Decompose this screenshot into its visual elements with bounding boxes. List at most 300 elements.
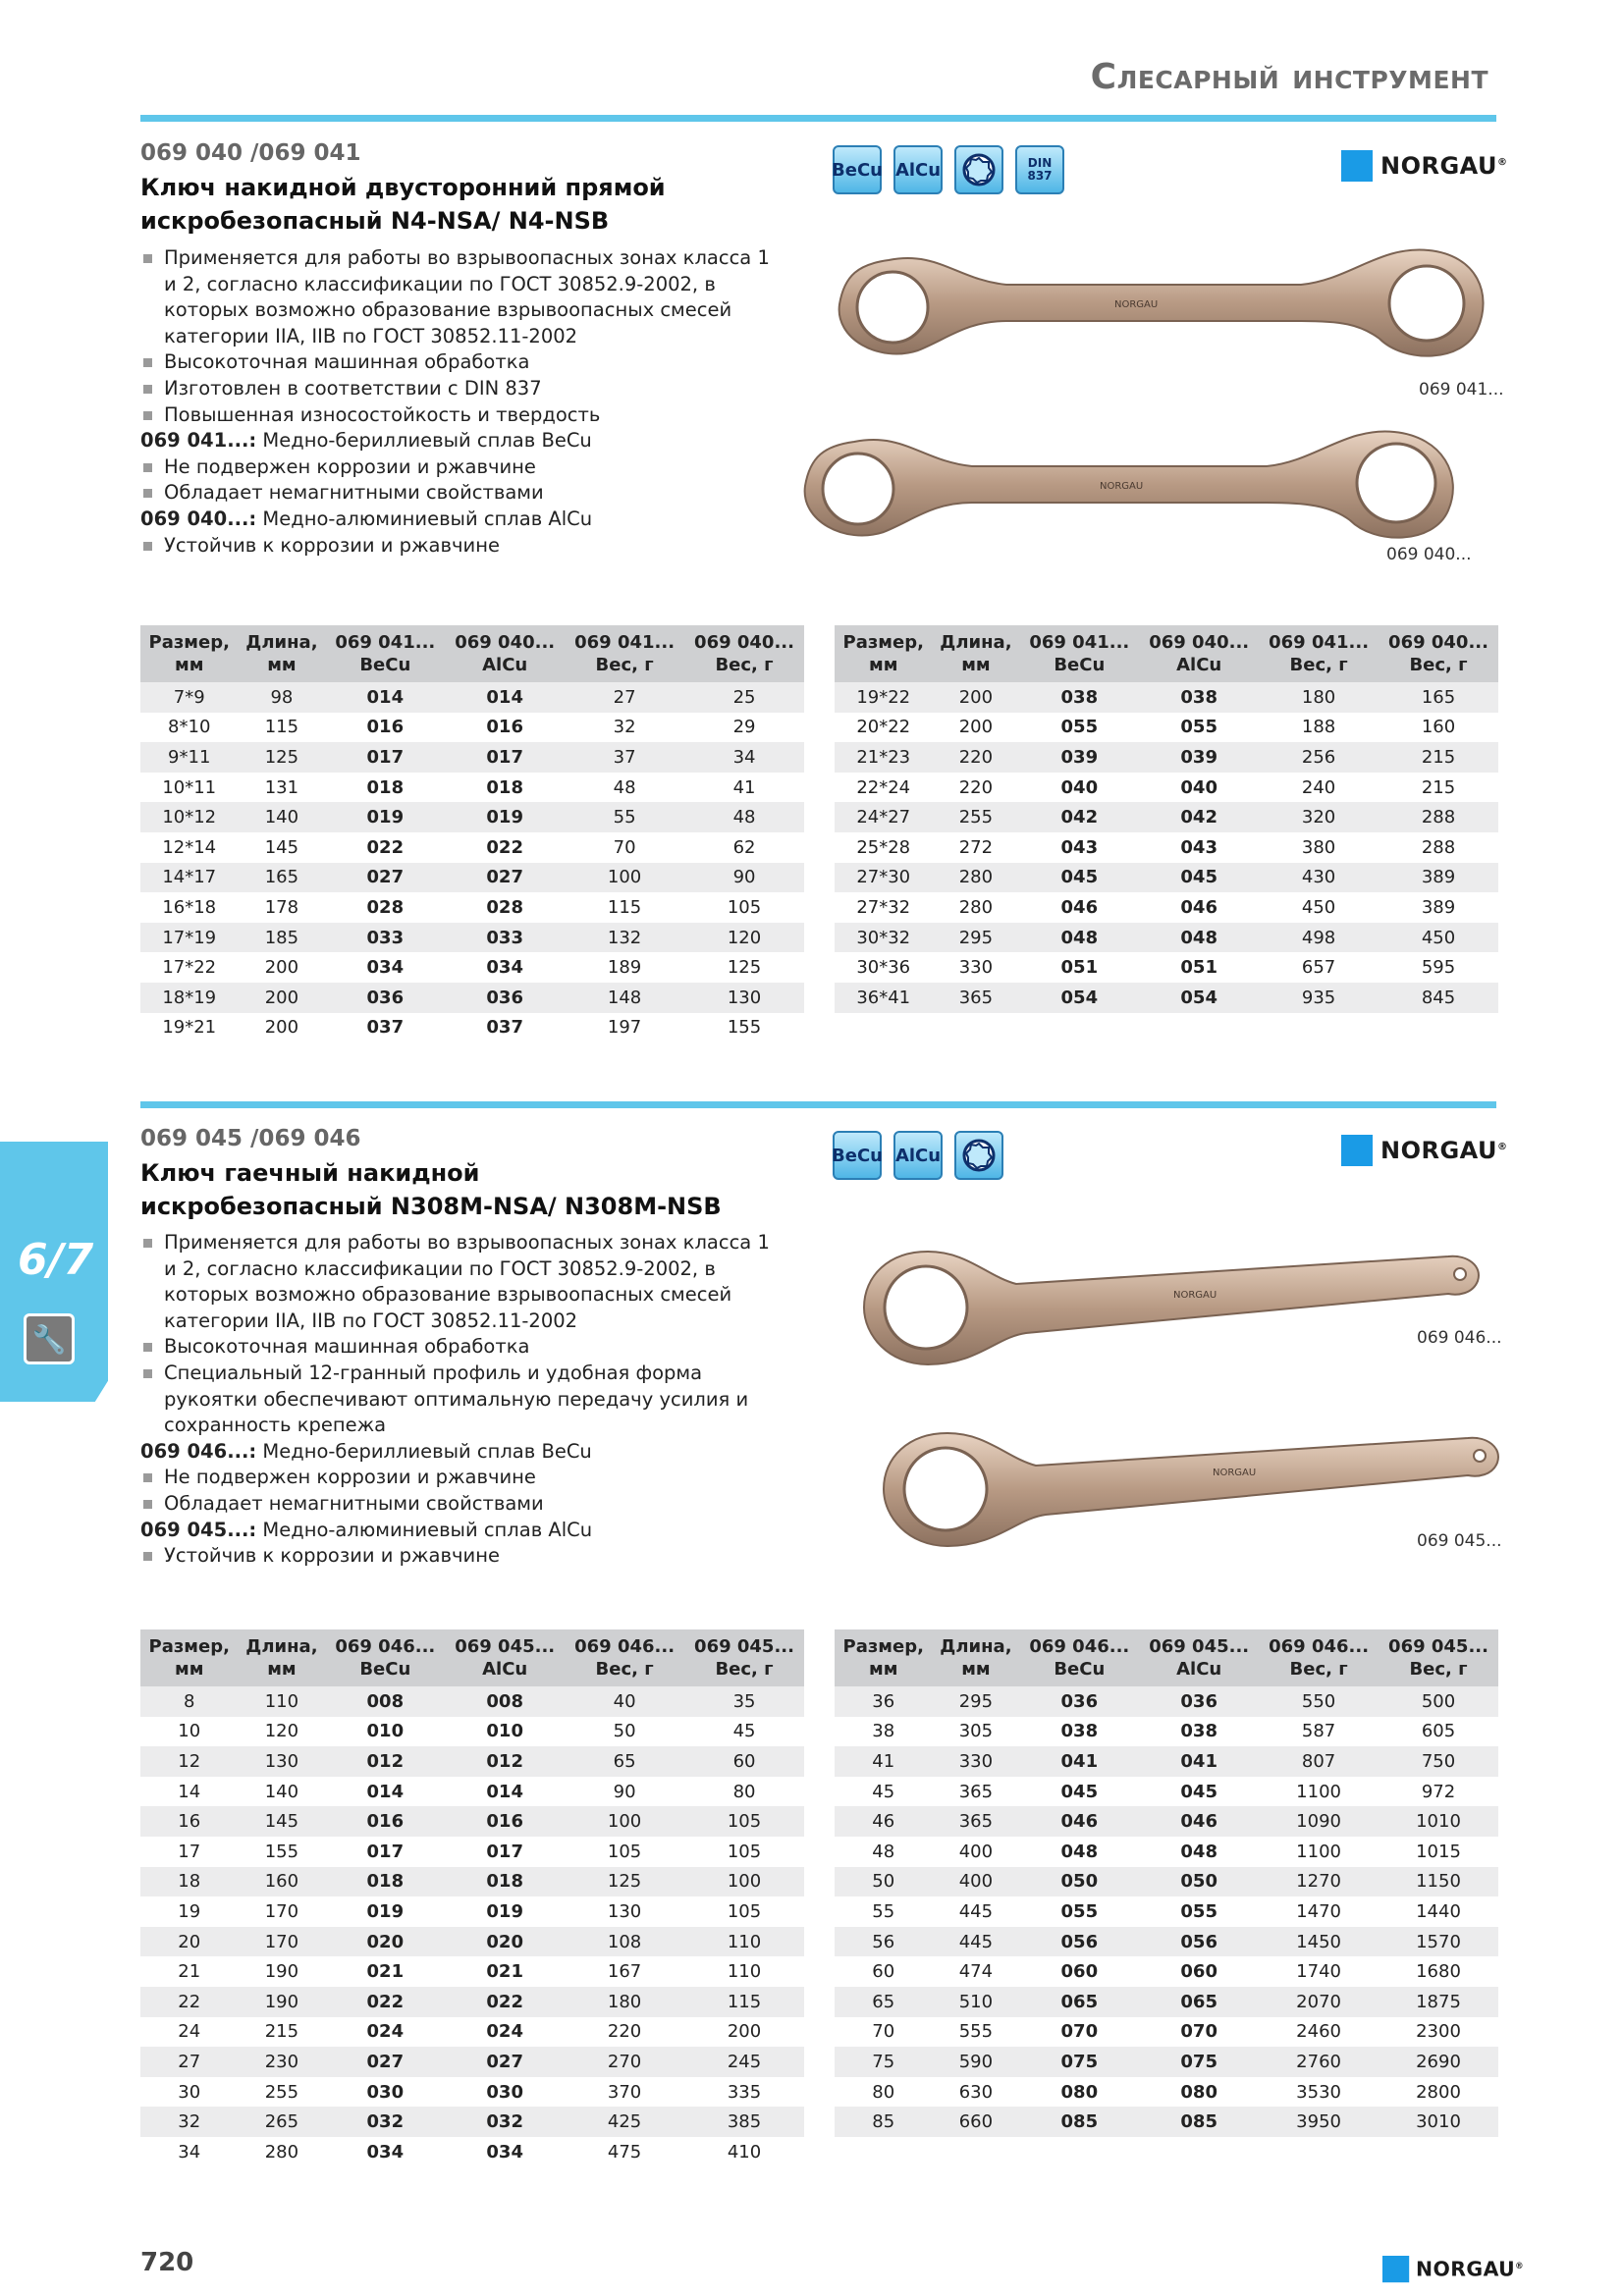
table-cell: 445 — [958, 1900, 994, 1922]
column-header: Размер, мм — [835, 625, 932, 682]
image-caption: 069 046... — [1417, 1328, 1502, 1348]
table-cell: 167 — [607, 1961, 642, 1983]
table-cell: 055 — [1180, 717, 1217, 738]
table-cell: 200 — [932, 682, 1019, 713]
table-cell: 048 — [1060, 1841, 1099, 1862]
table-cell: 475 — [607, 2141, 642, 2163]
material-line: 069 040...: Медно-алюминиевый сплав AlCu — [140, 507, 593, 530]
table-cell: 255 — [932, 802, 1019, 832]
table-cell: 017 — [366, 1841, 405, 1862]
table-cell: 018 — [445, 1867, 565, 1897]
table-cell: 027 — [325, 2047, 445, 2077]
table-cell: 22 — [140, 1987, 238, 2017]
table-row — [835, 2107, 1498, 2137]
image-caption: 069 040... — [1386, 545, 1472, 564]
table-cell: 110 — [684, 1927, 804, 1957]
feature-item: Специальный 12-гранный профиль и удобная форма рукоятки обеспечивают оптимальную передачу усилия и сохранность крепежа — [140, 1361, 779, 1439]
column-header: 069 045... Вес, г — [1379, 1629, 1498, 1686]
becu-badge: BeCu — [833, 145, 882, 194]
table-cell: 155 — [264, 1841, 299, 1862]
table-cell: 132 — [565, 923, 684, 953]
table-cell: 033 — [445, 923, 565, 953]
column-header: Размер, мм — [140, 625, 238, 682]
table-row — [835, 892, 1498, 923]
table-cell: 25 — [684, 682, 804, 713]
table-cell: 105 — [727, 1841, 762, 1862]
table-row — [835, 2017, 1498, 2048]
column-header: 069 045... AlCu — [445, 1629, 565, 1686]
table-cell: 20 — [140, 1927, 238, 1957]
table-cell: 498 — [1259, 923, 1379, 953]
table-cell: 039 — [1019, 742, 1139, 773]
ring-wrench-becu-image — [859, 1237, 1488, 1374]
table-cell: 16*18 — [162, 896, 217, 918]
table-cell: 32 — [140, 2107, 238, 2137]
table-cell: 019 — [325, 802, 445, 832]
table-cell: 125 — [565, 1867, 684, 1897]
table-cell: 036 — [325, 983, 445, 1013]
table-cell: 8*10 — [168, 717, 211, 738]
table-cell: 80 — [872, 2081, 895, 2103]
table-cell: 200 — [238, 983, 325, 1013]
table-cell: 65 — [565, 1746, 684, 1777]
table-cell: 550 — [1259, 1686, 1379, 1717]
table-row — [140, 682, 804, 713]
table-cell: 1450 — [1259, 1927, 1379, 1957]
table-cell: 070 — [1060, 2021, 1099, 2043]
brand-square-icon — [1382, 2256, 1409, 2282]
table-cell: 25*28 — [856, 836, 911, 858]
table-row — [140, 1777, 804, 1807]
table-cell: 365 — [932, 1806, 1019, 1837]
table-cell: 45 — [872, 1781, 895, 1802]
material-line: 069 046...: Медно-бериллиевый сплав BeCu — [140, 1439, 592, 1463]
column-header: 069 040... AlCu — [445, 625, 565, 682]
table-cell: 10 — [178, 1721, 201, 1742]
feature-item: Обладает немагнитными свойствами — [140, 1491, 779, 1518]
ring-wrench-alcu-image — [879, 1418, 1507, 1556]
table-cell: 590 — [932, 2047, 1019, 2077]
table-row — [140, 713, 804, 743]
spec-table — [835, 1629, 1498, 2137]
table-cell: 48 — [872, 1841, 895, 1862]
table-row — [140, 1837, 804, 1867]
table-cell: 50 — [835, 1867, 932, 1897]
table-cell: 320 — [1259, 802, 1379, 832]
column-header: 069 040... Вес, г — [684, 625, 804, 682]
table-cell: 90 — [613, 1781, 636, 1802]
brand-square-icon — [1341, 150, 1373, 182]
table-cell: 100 — [565, 1806, 684, 1837]
table-cell: 197 — [607, 1017, 642, 1039]
table-cell: 017 — [486, 1841, 523, 1862]
table-cell: 27*30 — [835, 863, 932, 893]
table-cell: 14 — [178, 1781, 201, 1802]
product-code: 069 045 /069 046 — [140, 1126, 361, 1151]
table-cell: 014 — [325, 682, 445, 713]
table-cell: 130 — [238, 1746, 325, 1777]
table-cell: 016 — [486, 717, 523, 738]
column-header: Размер, мм — [140, 1629, 238, 1686]
table-cell: 180 — [1259, 682, 1379, 713]
table-cell: 075 — [1139, 2047, 1259, 2077]
table-cell: 042 — [1019, 802, 1139, 832]
table-cell: 280 — [932, 863, 1019, 893]
table-cell: 045 — [1019, 863, 1139, 893]
table-cell: 024 — [366, 2021, 405, 2043]
table-cell: 034 — [366, 957, 405, 979]
table-cell: 120 — [264, 1721, 299, 1742]
table-header-row — [835, 1629, 1498, 1686]
table-cell: 140 — [238, 802, 325, 832]
table-cell: 056 — [1139, 1927, 1259, 1957]
table-row — [140, 1956, 804, 1987]
table-cell: 972 — [1421, 1781, 1456, 1802]
table-cell: 030 — [486, 2081, 523, 2103]
section-divider — [140, 1101, 1496, 1108]
table-cell: 050 — [1139, 1867, 1259, 1897]
table-cell: 19*22 — [835, 682, 932, 713]
table-cell: 010 — [486, 1721, 523, 1742]
table-cell: 400 — [932, 1867, 1019, 1897]
table-cell: 450 — [1301, 896, 1336, 918]
table-cell: 130 — [684, 983, 804, 1013]
table-cell: 085 — [1139, 2107, 1259, 2137]
table-cell: 145 — [264, 836, 299, 858]
table-cell: 41 — [732, 776, 756, 798]
table-cell: 17*19 — [140, 923, 238, 953]
column-header: Длина, мм — [238, 1629, 325, 1686]
table-row — [835, 1896, 1498, 1927]
table-cell: 50 — [613, 1721, 636, 1742]
table-cell: 1440 — [1416, 1900, 1461, 1922]
table-cell: 170 — [264, 1900, 299, 1922]
table-cell: 40 — [565, 1686, 684, 1717]
table-row — [140, 742, 804, 773]
double-ring-wrench-alcu-image — [795, 422, 1473, 550]
table-cell: 70 — [613, 836, 636, 858]
table-cell: 032 — [325, 2107, 445, 2137]
table-cell: 295 — [932, 923, 1019, 953]
table-cell: 45 — [732, 1721, 756, 1742]
table-cell: 380 — [1301, 836, 1336, 858]
table-cell: 040 — [1060, 776, 1099, 798]
table-row — [835, 863, 1498, 893]
table-cell: 010 — [366, 1721, 405, 1742]
table-cell: 62 — [732, 836, 756, 858]
table-cell: 051 — [1060, 957, 1099, 979]
table-cell: 020 — [445, 1927, 565, 1957]
table-cell: 2300 — [1416, 2021, 1461, 2043]
table-cell: 555 — [958, 2021, 994, 2043]
table-cell: 450 — [1379, 923, 1498, 953]
column-header: 069 041... BeCu — [1019, 625, 1139, 682]
table-cell: 045 — [1139, 863, 1259, 893]
table-cell: 036 — [1139, 1686, 1259, 1717]
table-cell: 110 — [727, 1961, 762, 1983]
table-cell: 256 — [1259, 742, 1379, 773]
table-cell: 935 — [1259, 983, 1379, 1013]
table-cell: 19 — [178, 1900, 201, 1922]
table-cell: 034 — [486, 2141, 523, 2163]
table-cell: 270 — [565, 2047, 684, 2077]
wrench-engraving: NORGAU — [1173, 1290, 1217, 1301]
table-cell: 425 — [565, 2107, 684, 2137]
table-cell: 18*19 — [140, 983, 238, 1013]
table-cell: 028 — [366, 896, 405, 918]
product-title: Ключ накидной двусторонний прямой искробезопасный N4-NSA/ N4-NSB — [140, 174, 666, 235]
table-cell: 034 — [486, 957, 523, 979]
table-cell: 200 — [727, 2021, 762, 2043]
table-cell: 32 — [613, 717, 636, 738]
becu-badge: BeCu — [833, 1131, 882, 1180]
table-cell: 022 — [325, 1987, 445, 2017]
table-row — [835, 983, 1498, 1013]
chapter-number: 6/7 — [18, 1235, 94, 1285]
table-row — [835, 742, 1498, 773]
table-cell: 24 — [178, 2021, 201, 2043]
table-cell: 022 — [445, 1987, 565, 2017]
table-cell: 125 — [727, 957, 762, 979]
table-cell: 012 — [445, 1746, 565, 1777]
table-cell: 24*27 — [835, 802, 932, 832]
table-row — [140, 1806, 804, 1837]
table-cell: 105 — [727, 896, 762, 918]
table-cell: 036 — [1019, 1686, 1139, 1717]
table-cell: 190 — [264, 1961, 299, 1983]
table-row — [140, 2017, 804, 2048]
table-cell: 038 — [1060, 1721, 1099, 1742]
table-row — [140, 2077, 804, 2108]
feature-item: Обладает немагнитными свойствами — [140, 480, 779, 507]
table-cell: 115 — [264, 717, 299, 738]
table-cell: 065 — [1139, 1987, 1259, 2017]
table-cell: 245 — [684, 2047, 804, 2077]
table-cell: 230 — [238, 2047, 325, 2077]
table-cell: 022 — [366, 836, 405, 858]
table-cell: 1740 — [1296, 1961, 1341, 1983]
table-cell: 35 — [684, 1686, 804, 1717]
table-cell: 033 — [325, 923, 445, 953]
table-row — [140, 983, 804, 1013]
table-cell: 051 — [1180, 957, 1217, 979]
table-row — [835, 952, 1498, 983]
column-header: 069 046... Вес, г — [565, 1629, 684, 1686]
table-cell: 043 — [1180, 836, 1217, 858]
column-header: 069 040... Вес, г — [1379, 625, 1498, 682]
table-row — [140, 1746, 804, 1777]
table-cell: 075 — [1019, 2047, 1139, 2077]
table-cell: 108 — [565, 1927, 684, 1957]
table-cell: 034 — [366, 2141, 405, 2163]
table-cell: 510 — [932, 1987, 1019, 2017]
table-cell: 054 — [1019, 983, 1139, 1013]
table-cell: 21 — [178, 1961, 201, 1983]
table-cell: 41 — [835, 1746, 932, 1777]
table-cell: 48 — [684, 802, 804, 832]
table-cell: 038 — [1019, 682, 1139, 713]
table-row — [140, 1987, 804, 2017]
table-cell: 265 — [238, 2107, 325, 2137]
table-cell: 188 — [1301, 717, 1336, 738]
feature-item: Высокоточная машинная обработка — [140, 1334, 779, 1361]
table-cell: 032 — [445, 2107, 565, 2137]
table-cell: 16 — [140, 1806, 238, 1837]
table-cell: 019 — [486, 1900, 523, 1922]
table-row — [835, 1956, 1498, 1987]
table-cell: 178 — [264, 896, 299, 918]
table-cell: 1150 — [1379, 1867, 1498, 1897]
table-cell: 500 — [1379, 1686, 1498, 1717]
table-cell: 9*11 — [140, 742, 238, 773]
table-cell: 014 — [366, 1781, 405, 1802]
table-cell: 30 — [178, 2081, 201, 2103]
feature-item: Повышенная износостойкость и твердость — [140, 402, 779, 429]
feature-list — [140, 245, 779, 559]
table-row — [835, 2077, 1498, 2108]
brand-logo: NORGAU® — [1341, 150, 1508, 182]
table-row — [835, 1837, 1498, 1867]
table-cell: 75 — [835, 2047, 932, 2077]
table-cell: 046 — [1180, 896, 1217, 918]
brand-square-icon — [1341, 1135, 1373, 1166]
table-cell: 18 — [140, 1867, 238, 1897]
table-cell: 2460 — [1296, 2021, 1341, 2043]
table-cell: 125 — [238, 742, 325, 773]
table-cell: 280 — [958, 896, 994, 918]
table-cell: 370 — [607, 2081, 642, 2103]
table-cell: 36*41 — [835, 983, 932, 1013]
table-row — [835, 1806, 1498, 1837]
column-header: 069 041... Вес, г — [1259, 625, 1379, 682]
table-cell: 12 — [140, 1746, 238, 1777]
table-cell: 38 — [872, 1721, 895, 1742]
table-cell: 365 — [932, 983, 1019, 1013]
table-cell: 022 — [486, 836, 523, 858]
table-cell: 027 — [445, 863, 565, 893]
table-row — [140, 1927, 804, 1957]
table-cell: 657 — [1301, 957, 1336, 979]
table-cell: 330 — [932, 1746, 1019, 1777]
feature-item: Не подвержен коррозии и ржавчине — [140, 1465, 779, 1491]
table-cell: 045 — [1180, 1781, 1217, 1802]
table-cell: 050 — [1019, 1867, 1139, 1897]
table-cell: 1875 — [1379, 1987, 1498, 2017]
table-row — [140, 1867, 804, 1897]
section-divider — [140, 115, 1496, 122]
table-cell: 148 — [565, 983, 684, 1013]
table-row — [835, 802, 1498, 832]
table-cell: 008 — [325, 1686, 445, 1717]
table-cell: 27*32 — [856, 896, 911, 918]
column-header: Длина, мм — [932, 1629, 1019, 1686]
table-cell: 160 — [238, 1867, 325, 1897]
table-cell: 365 — [958, 1781, 994, 1802]
table-cell: 29 — [732, 717, 756, 738]
table-cell: 039 — [1139, 742, 1259, 773]
table-cell: 14*17 — [140, 863, 238, 893]
table-cell: 65 — [835, 1987, 932, 2017]
table-cell: 80 — [732, 1781, 756, 1802]
table-cell: 660 — [932, 2107, 1019, 2137]
table-cell: 60 — [684, 1746, 804, 1777]
table-cell: 37 — [565, 742, 684, 773]
table-cell: 085 — [1019, 2107, 1139, 2137]
double-ring-wrench-becu-image — [830, 240, 1497, 368]
table-cell: 100 — [565, 863, 684, 893]
table-cell: 3010 — [1379, 2107, 1498, 2137]
table-cell: 200 — [958, 717, 994, 738]
table-cell: 115 — [607, 896, 642, 918]
table-cell: 165 — [238, 863, 325, 893]
material-line: 069 045...: Медно-алюминиевый сплав AlCu — [140, 1518, 593, 1541]
table-row — [835, 1686, 1498, 1717]
table-cell: 048 — [1180, 1841, 1217, 1862]
table-cell: 10*11 — [162, 776, 217, 798]
table-cell: 036 — [445, 983, 565, 1013]
table-cell: 410 — [727, 2141, 762, 2163]
table-cell: 019 — [366, 1900, 405, 1922]
table-cell: 288 — [1379, 802, 1498, 832]
table-row — [835, 1777, 1498, 1807]
table-cell: 27 — [140, 2047, 238, 2077]
table-cell: 8 — [140, 1686, 238, 1717]
table-cell: 060 — [1060, 1961, 1099, 1983]
table-cell: 220 — [607, 2021, 642, 2043]
table-cell: 12*14 — [162, 836, 217, 858]
table-cell: 17*22 — [162, 957, 217, 979]
table-row — [140, 1013, 804, 1043]
table-cell: 30*36 — [856, 957, 911, 979]
table-cell: 215 — [264, 2021, 299, 2043]
table-cell: 400 — [958, 1841, 994, 1862]
table-cell: 55 — [565, 802, 684, 832]
twelve-point-ring-icon — [954, 145, 1003, 194]
table-cell: 272 — [958, 836, 994, 858]
table-cell: 021 — [486, 1961, 523, 1983]
table-cell: 288 — [1421, 836, 1456, 858]
page-number: 720 — [140, 2248, 194, 2277]
table-cell: 215 — [1379, 742, 1498, 773]
table-cell: 200 — [264, 1017, 299, 1039]
table-cell: 042 — [1139, 802, 1259, 832]
table-cell: 60 — [872, 1961, 895, 1983]
table-row — [835, 1867, 1498, 1897]
feature-item: Устойчив к коррозии и ржавчине — [140, 1543, 779, 1570]
table-cell: 807 — [1259, 1746, 1379, 1777]
column-header: 069 040... AlCu — [1139, 625, 1259, 682]
table-row — [835, 682, 1498, 713]
table-cell: 016 — [366, 717, 405, 738]
table-cell: 048 — [1139, 923, 1259, 953]
table-cell: 255 — [264, 2081, 299, 2103]
table-cell: 012 — [325, 1746, 445, 1777]
table-cell: 060 — [1180, 1961, 1217, 1983]
table-cell: 36 — [835, 1686, 932, 1717]
table-cell: 3950 — [1259, 2107, 1379, 2137]
table-row — [835, 832, 1498, 863]
page-header-title: Слесарный инструмент — [1090, 57, 1488, 97]
table-row — [140, 2137, 804, 2167]
image-caption: 069 041... — [1419, 380, 1504, 400]
table-cell: 1100 — [1296, 1781, 1341, 1802]
table-cell: 48 — [613, 776, 636, 798]
wrench-engraving: NORGAU — [1114, 299, 1159, 310]
table-row — [140, 863, 804, 893]
table-cell: 605 — [1421, 1721, 1456, 1742]
table-cell: 030 — [366, 2081, 405, 2103]
table-cell: 2690 — [1379, 2047, 1498, 2077]
